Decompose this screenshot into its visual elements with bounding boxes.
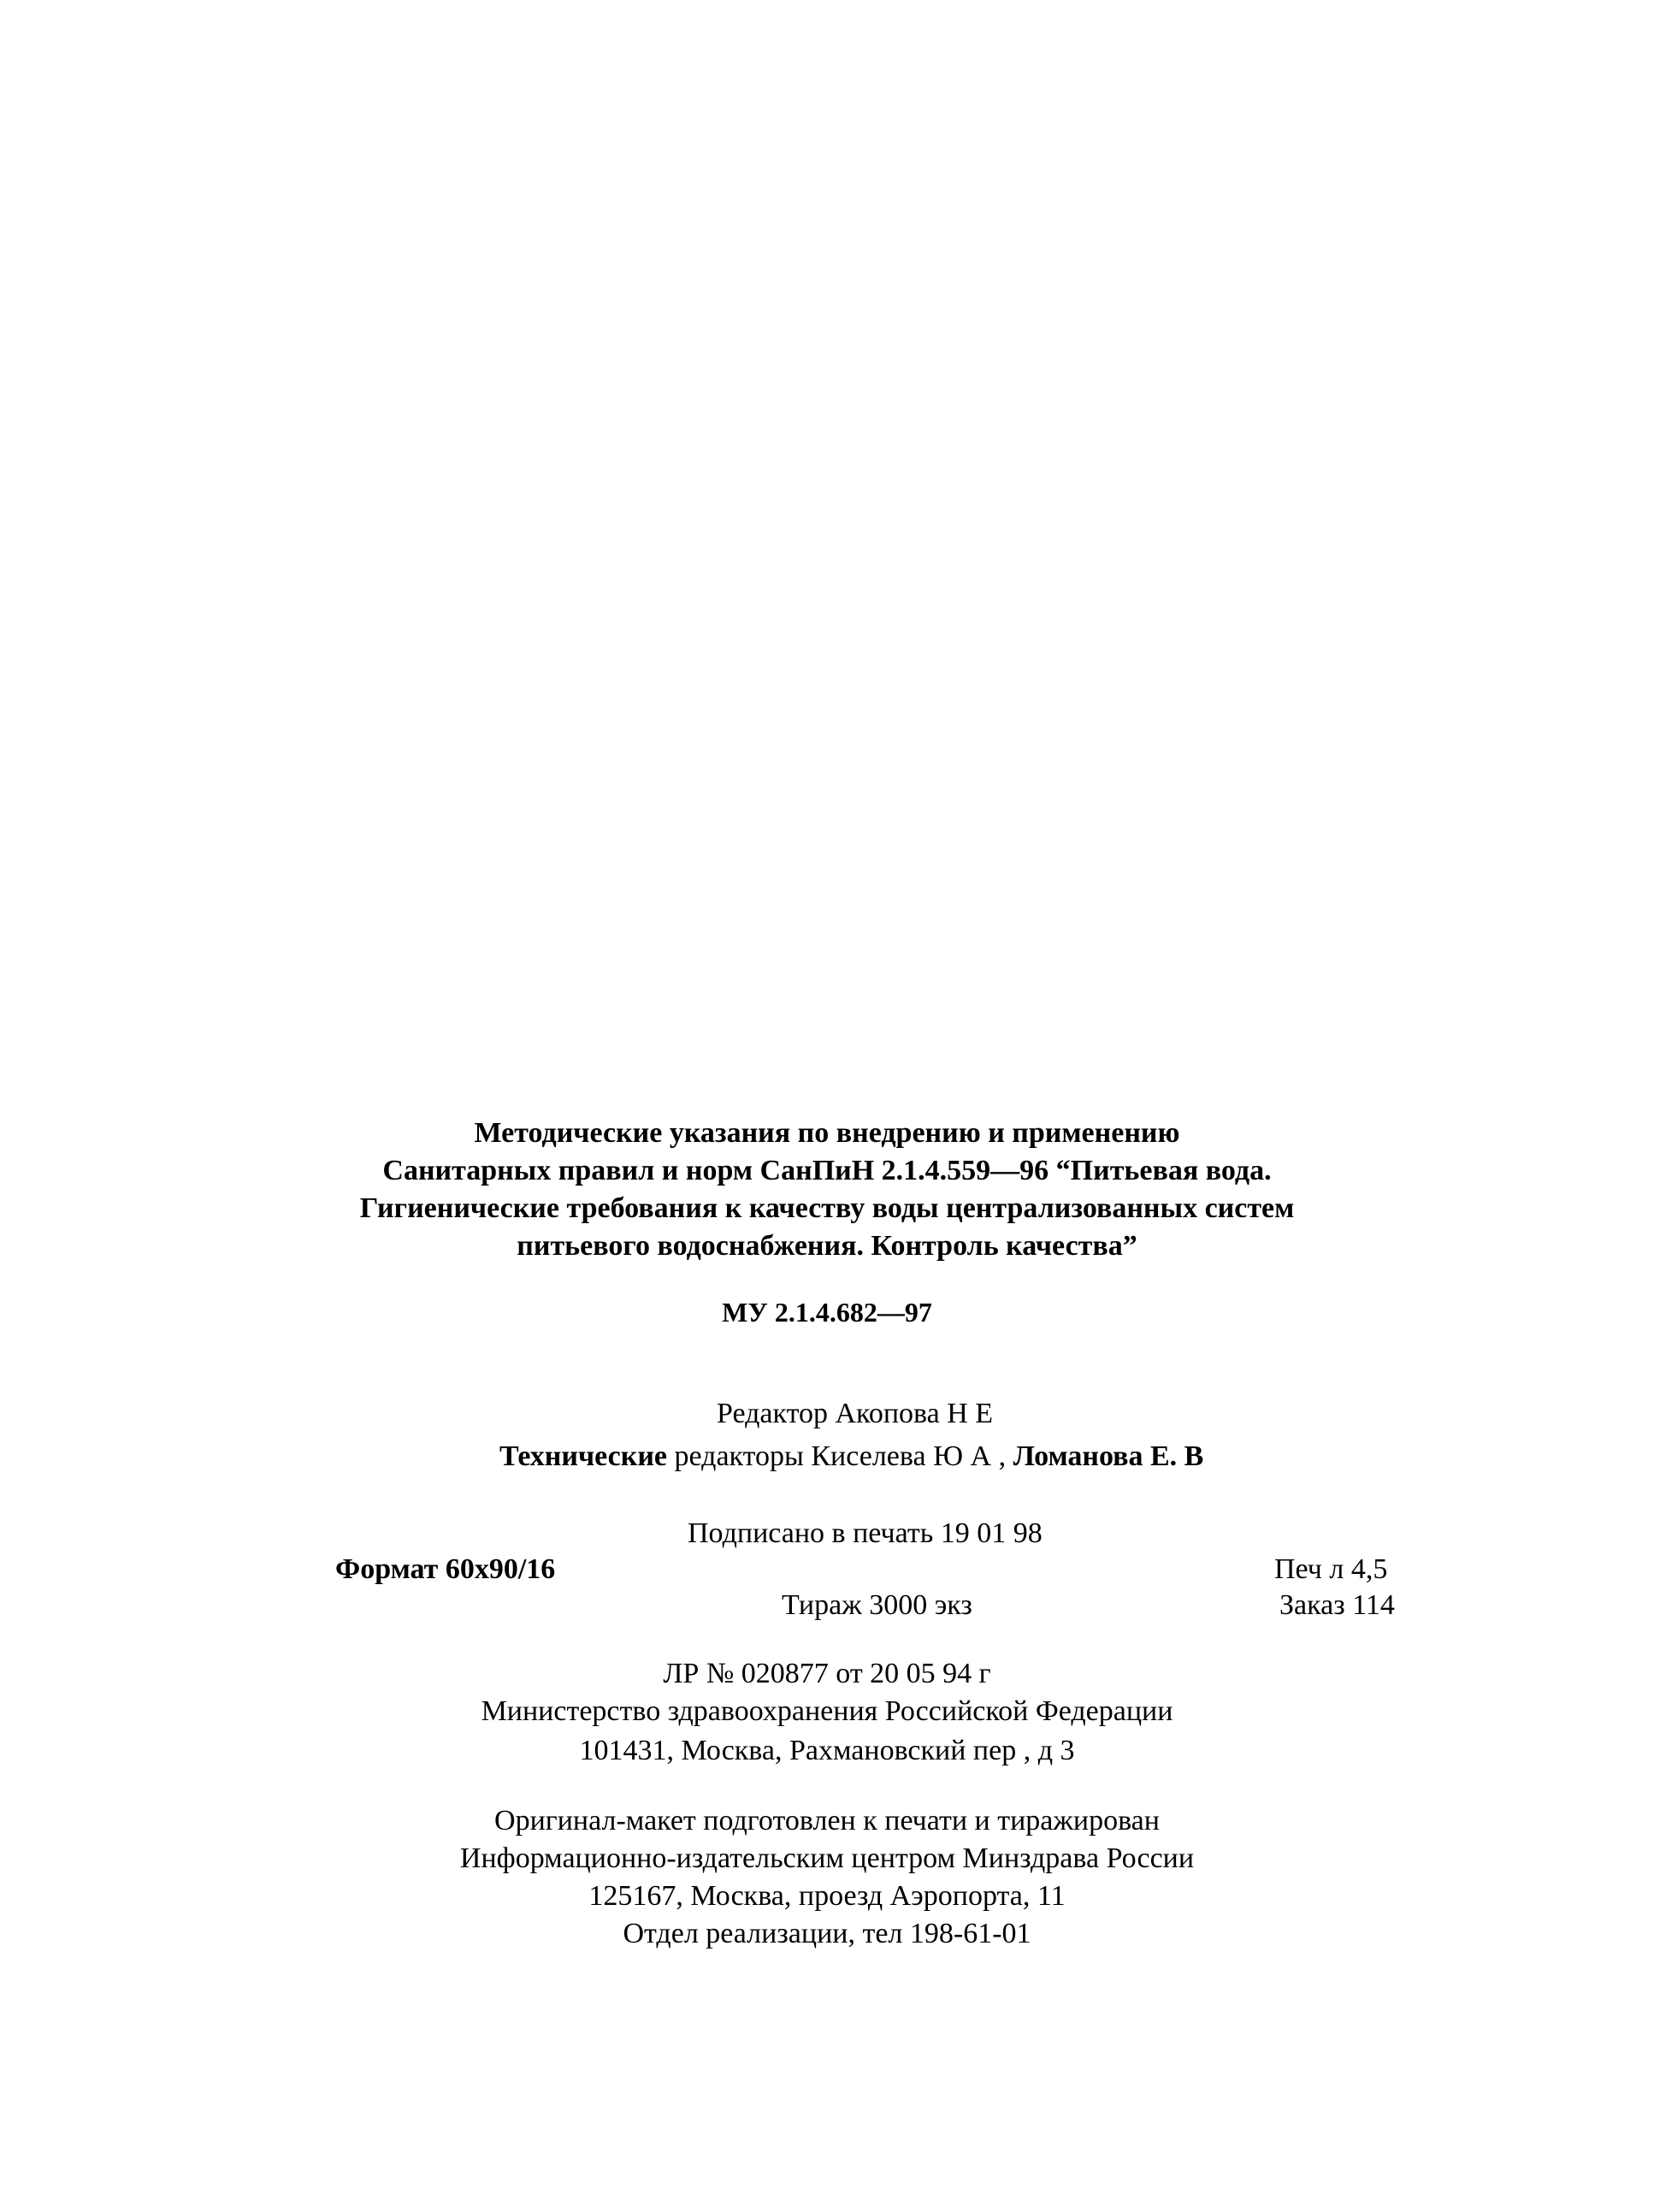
technical-editors-names: редакторы Киселева Ю А , [667, 1440, 1007, 1472]
title-line-1: Методические указания по внедрению и применению [474, 1117, 1180, 1149]
printed-sheets: Печ л 4,5 [1274, 1553, 1388, 1585]
license-line: ЛР № 020877 от 20 05 94 г [663, 1658, 991, 1689]
publisher-line-2: Информационно-издательским центром Минздрава России [459, 1842, 1195, 1874]
sales-department-phone: Отдел реализации, тел 198-61-01 [623, 1918, 1031, 1949]
editor-line: Редактор Акопова Н Е [717, 1398, 994, 1429]
signed-to-print: Подписано в печать 19 01 98 [688, 1517, 1043, 1549]
ministry-address: 101431, Москва, Рахмановский пер , д 3 [579, 1735, 1075, 1766]
publisher-address: 125167, Москва, проезд Аэропорта, 11 [588, 1880, 1066, 1912]
title-line-3: Гигиенические требования к качеству воды централизованных систем [359, 1192, 1295, 1224]
order-number: Заказ 114 [1279, 1589, 1395, 1621]
ministry-line: Министерство здравоохранения Российской Федерации [481, 1695, 1173, 1727]
circulation: Тираж 3000 экз [782, 1589, 972, 1621]
title-line-4: питьевого водоснабжения. Контроль качества” [517, 1230, 1137, 1262]
document-code: МУ 2.1.4.682—97 [722, 1297, 932, 1328]
technical-editors-label: Технические [499, 1440, 668, 1472]
technical-editor-bold-name: Ломанова Е. В [1006, 1440, 1204, 1472]
technical-editors-line [499, 1442, 1203, 1471]
title-line-2: Санитарных правил и норм СанПиН 2.1.4.559—96 “Питьевая вода. [382, 1155, 1272, 1186]
publisher-line-1: Оригинал-макет подготовлен к печати и тиражирован [494, 1805, 1160, 1836]
format: Формат 60x90/16 [335, 1553, 556, 1585]
